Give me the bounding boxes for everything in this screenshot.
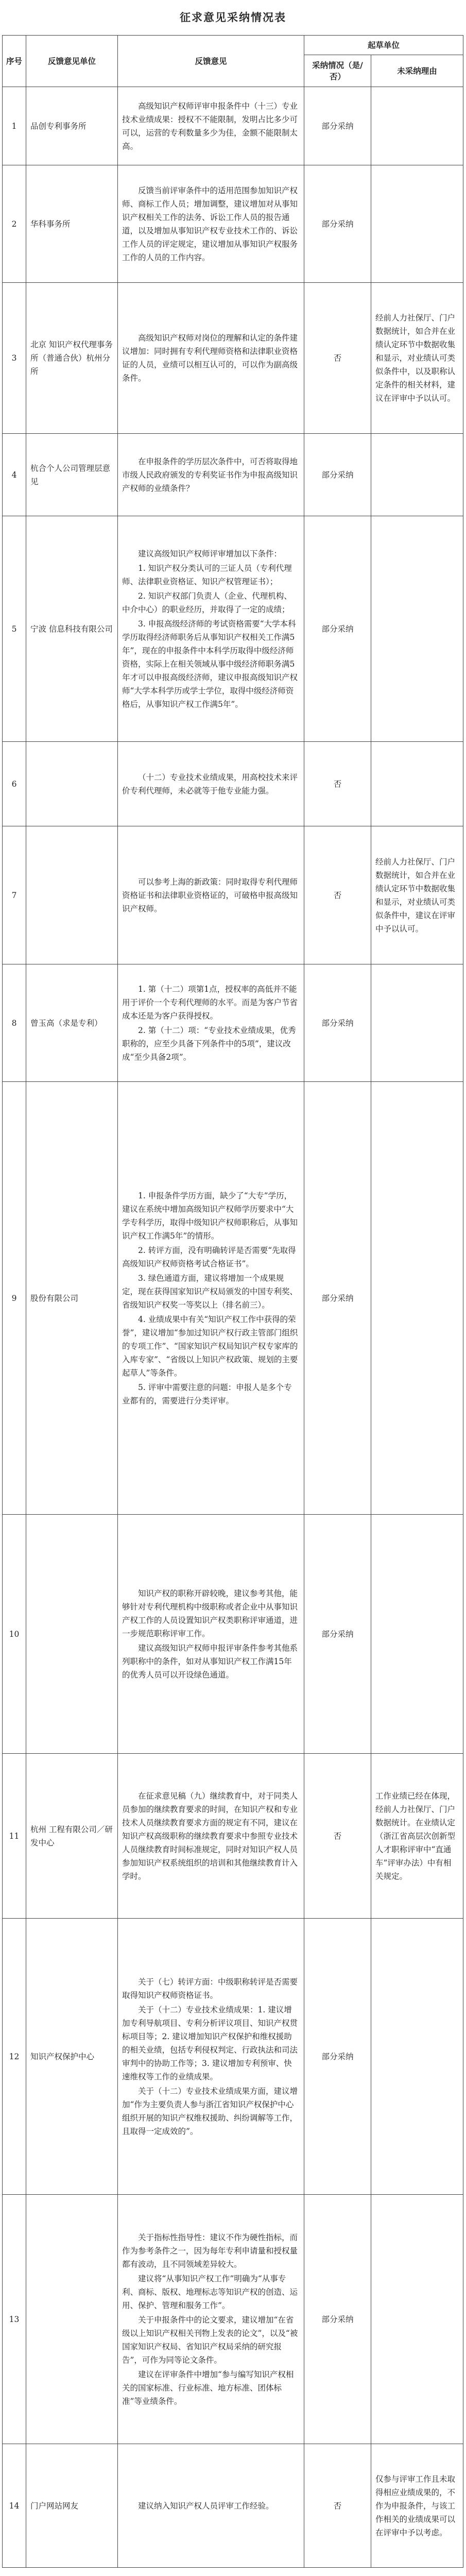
row-adopt-status: 部分采纳 — [304, 1082, 371, 1515]
row-submitter — [26, 742, 118, 826]
row-adopt-status: 部分采纳 — [304, 516, 371, 742]
row-adopt-status: 部分采纳 — [304, 2195, 371, 2444]
row-adopt-status: 否 — [304, 1754, 371, 1919]
opinion-paragraph: 建议纳入知识产权人员评审工作经验。 — [138, 2501, 274, 2511]
row-reject-reason: 仅参与评审工作且未取得相应业绩成果的，不作为申报条件，与该工作相关的业绩成果可以在评审中予以考虑。 — [371, 2444, 463, 2568]
row-reject-reason — [371, 2195, 463, 2444]
row-reject-reason: 经前人力社保厅、门户数据统计，如合并在业绩认定环节中数据收集和显示，对业绩认可类似条件中，建议在评审中予以认可。 — [371, 826, 463, 964]
opinion-paragraph: 3. 绿色通道方面，建议将增加一个成果规定，现在获得国家知识产权局颁发的中国专利奖、省级知识产权奖一等奖以上（排名前三）。 — [122, 1273, 298, 1310]
row-adopt-status: 否 — [304, 826, 371, 964]
row-seq: 2 — [3, 165, 26, 283]
header-unit-group: 起草单位 — [304, 36, 463, 55]
table-header — [3, 36, 463, 87]
opinion-paragraph: 高级知识产权师评审申报条件中（十三）专业技术业绩成果：授权不不能限制，发明占比多少可可以，运营的专利数量多少为佳，金额不能限制太高。 — [122, 101, 298, 151]
row-reject-reason — [371, 516, 463, 742]
document-title: 征求意见采纳情况表 — [180, 11, 286, 24]
table-row — [3, 1515, 463, 1754]
row-adopt-status: 部分采纳 — [304, 1515, 371, 1754]
opinion-paragraph: 4. 业绩成果中有关“知识产权工作中获得的荣誉”，建议增加“参加过知识产权行政主管部门组织的专项工作”、“国家知识产权局知识产权专家库的入库专家”、“省级以上知识产权政策、规划的主要起草人”等条件。 — [122, 1314, 298, 1378]
row-opinion — [118, 165, 304, 283]
row-reject-reason: 经前人力社保厅、门户数据统计，如合并在业绩认定环节中数据收集和显示，对业绩认可类似条件中，以及职称认定条件的相关材料，建议在评审中予以认可。 — [371, 283, 463, 434]
table-row — [3, 516, 463, 742]
opinion-paragraph: 反馈当前评审条件中的适用范围参加知识产权师、商标工作人员；增加调整，建议增加对从事知识产权相关工作的法务、诉讼工作人员的报告通道，以及增加从事知识产权专业技术工作的、诉讼工作人员的评定规定，建议增加从事知识产权服务工作的人员的工作内容。 — [122, 185, 298, 262]
row-adopt-status: 部分采纳 — [304, 87, 371, 165]
row-adopt-status: 部分采纳 — [304, 1919, 371, 2195]
opinion-paragraph: 1. 申报条件学历方面，缺少了“大专”学历，建议在系统中增加高级知识产权师学历要求中“大学专科学历，取得中级知识产权师职称后，从事知识产权工作满5年”的情形。 — [122, 1191, 298, 1241]
row-submitter: 宁波 信息科技有限公司 — [26, 516, 118, 742]
row-opinion — [118, 742, 304, 826]
row-seq: 5 — [3, 516, 26, 742]
row-reject-reason: 工作业绩已经在体现，经前人力社保厅、门户数据统计。在业绩认定（浙江省高层次创新型人才职称评审中“直通车”评审办法）中有相关规定。 — [371, 1754, 463, 1919]
row-opinion — [118, 2444, 304, 2568]
row-seq: 11 — [3, 1754, 26, 1919]
table-row — [3, 1919, 463, 2195]
row-reject-reason — [371, 1919, 463, 2195]
row-opinion — [118, 1515, 304, 1754]
opinion-paragraph: 1. 第（十二）项第1点，授权率的高低并不能用于评价一个专利代理师的水平。而是为客户节省成本还是为客户获得授权。 — [122, 984, 298, 1021]
table-row — [3, 2195, 463, 2444]
opinion-paragraph: 建议高级知识产权师申报评审条件参考其他系列职称中的条件，如对从事知识产权工作满15年的优秀人员可以开设绿色通道。 — [122, 1643, 298, 1680]
opinion-paragraph: 建议将“从事知识产权工作”明确为“从事专利、商标、版权、地理标志等知识产权的创造、运用、保护、管理和服务工作”。 — [122, 2274, 298, 2310]
row-seq: 6 — [3, 742, 26, 826]
feedback-table — [2, 35, 463, 2568]
row-opinion — [118, 2195, 304, 2444]
opinion-paragraph: 建议在评审条件中增加“参与编写知识产权相关的国家标准、行业标准、地方标准、团体标准”等业绩条件。 — [122, 2369, 294, 2406]
opinion-paragraph: 关于（十二）专业技术业绩成果：1. 建议增加专利导航项目、专利分析评议项目、知识产权贯标项目等；2. 建议增加知识产权保护和维权援助的相关业绩，包括专利侵权判定、行政执法和司法审判中的协助工作等；3. 建议增加专利预审、快速维权等工作的业绩成果。 — [122, 2005, 298, 2081]
row-reject-reason — [371, 1515, 463, 1754]
opinion-paragraph: 3. 申报高级经济师的考试资格需要“大学本科学历取得经济师职务后从事知识产权相关工作满5年”，现在的申报条件中本科学历取得中级经济师资格，实际上在相关领域从事中级经济师职务满5年才可以申报高级经济师，建议申报高级知识产权师“大学本科学历或学士学位，取得中级经济师资格后，从事知识产权工作满5年”。 — [122, 619, 298, 709]
row-reject-reason — [371, 434, 463, 516]
header-opinion: 反馈意见 — [118, 36, 304, 87]
row-submitter: 品创专利事务所 — [26, 87, 118, 165]
row-submitter: 杭州 工程有限公司／研发中心 — [26, 1754, 118, 1919]
row-submitter — [26, 826, 118, 964]
row-opinion — [118, 826, 304, 964]
opinion-paragraph: 2. 转评方面，没有明确转评是否需要“先取得高级知识产权师资格考试合格证书”。 — [122, 1245, 296, 1268]
row-submitter: 门户网站网友 — [26, 2444, 118, 2568]
row-reject-reason — [371, 165, 463, 283]
opinion-paragraph: 可以参考上海的新政策：同时取得专利代理师资格证书和法律职业资格证的，可破格申报高级知识产权师。 — [122, 877, 298, 913]
row-opinion — [118, 1919, 304, 2195]
opinion-paragraph: 在申报条件的学历层次条件中，可否将取得地市级人民政府颁发的专利奖证书作为申报高级知识产权师的业绩条件？ — [122, 456, 298, 493]
opinion-paragraph: 关于（十二）专业技术业绩成果方面，建议增加“作为主要负责人参与浙江省知识产权保护中心组织开展的知识产权维权援助、纠纷调解等工作，且取得一定成效的”。 — [122, 2086, 298, 2136]
table-row — [3, 283, 463, 434]
row-submitter: 知识产权保护中心 — [26, 1919, 118, 2195]
opinion-paragraph: 关于指标性指导性：建议不作为硬性指标，而作为参考条件之一，因为每年专利申请量和授权量都有波动，且不同领域差异较大。 — [122, 2232, 298, 2269]
row-reject-reason — [371, 87, 463, 165]
row-submitter — [26, 2195, 118, 2444]
opinion-paragraph: 关于（七）转评方面：中级职称转评是否需要取得知识产权师资格证书。 — [122, 1977, 298, 2000]
row-seq: 13 — [3, 2195, 26, 2444]
row-submitter — [26, 1515, 118, 1754]
opinion-paragraph: 建议高级知识产权师评审增加以下条件： — [138, 549, 282, 558]
row-submitter: 北京 知识产权代理事务所（普通合伙）杭州分所 — [26, 283, 118, 434]
row-opinion — [118, 516, 304, 742]
row-opinion — [118, 964, 304, 1082]
header-adopt: 采纳情况（是/否） — [304, 55, 371, 87]
table-body — [3, 87, 463, 2568]
row-seq: 7 — [3, 826, 26, 964]
row-opinion — [118, 283, 304, 434]
row-seq: 8 — [3, 964, 26, 1082]
row-adopt-status: 部分采纳 — [304, 964, 371, 1082]
row-seq: 9 — [3, 1082, 26, 1515]
table-row — [3, 2444, 463, 2568]
row-reject-reason — [371, 1082, 463, 1515]
row-submitter: 华科事务所 — [26, 165, 118, 283]
opinion-paragraph: 知识产权的职称开辟较晚，建议参考其他，能够针对专利代理机构中级职称或者企业中从事知识产权工作的人员设置知识产权类职称评审通道，进一步规范职称评审工作。 — [122, 1588, 298, 1638]
row-adopt-status: 否 — [304, 283, 371, 434]
row-opinion — [118, 87, 304, 165]
row-seq: 1 — [3, 87, 26, 165]
row-reject-reason — [371, 964, 463, 1082]
row-submitter: 杭合个人公司管理层意见 — [26, 434, 118, 516]
table-row — [3, 165, 463, 283]
row-submitter: 股份有限公司 — [26, 1082, 118, 1515]
opinion-paragraph: （十二）专业技术业绩成果，用高校技术来评价专利代理师，未必就等于他专业能力强。 — [122, 772, 298, 795]
header-seq: 序号 — [3, 36, 26, 87]
row-adopt-status: 部分采纳 — [304, 434, 371, 516]
row-submitter: 曾玉高（求是专利） — [26, 964, 118, 1082]
table-row — [3, 742, 463, 826]
opinion-paragraph: 关于申报条件中的论文要求，建议增加“在省级以上知识产权相关刊物上发表的论文”，以及“被国家知识产权局、省知识产权局采纳的研究报告”，可作为同等论文条件。 — [122, 2315, 298, 2365]
opinion-paragraph: 高级知识产权师对岗位的理解和认定的条件建议增加：同时拥有专利代理师资格和法律职业资格证的人员，业绩可以相互认可的，可以作为副高级条件。 — [122, 333, 298, 383]
row-opinion — [118, 434, 304, 516]
row-adopt-status: 否 — [304, 2444, 371, 2568]
table-row — [3, 826, 463, 964]
row-seq: 3 — [3, 283, 26, 434]
opinion-paragraph: 在征求意见稿（九）继续教育中，对于同类人员参加的继续教育要求的时间，在知识产权和专业技术人员继续教育要求方面的规定有不同，建议在知识产权高级职称的继续教育要求中参照专业技术人员继续教育时间标准规定，同时对知识产权人员参加知识产权系统组织的培训和其他继续教育计入学时。 — [122, 1791, 298, 1881]
opinion-paragraph: 2. 第（十二）项：“专业技术业绩成果，优秀职称的，应至少具备下列条件中的5项”，建议改成“至少具备2项”。 — [122, 1025, 296, 1062]
row-opinion — [118, 1082, 304, 1515]
table-row — [3, 964, 463, 1082]
row-adopt-status: 否 — [304, 742, 371, 826]
header-submitter: 反馈意见单位 — [26, 36, 118, 87]
opinion-paragraph: 5. 评审中需要注意的问题：申报人是多个专业都有的，需要进行分类评审。 — [122, 1382, 292, 1405]
header-reason: 未采纳理由 — [371, 55, 463, 87]
row-seq: 14 — [3, 2444, 26, 2568]
table-row — [3, 434, 463, 516]
opinion-paragraph: 2. 知识产权部门负责人（企业、代理机构、中介中心）的职业经历，并取得了一定的成绩； — [122, 591, 292, 614]
row-seq: 10 — [3, 1515, 26, 1754]
table-row — [3, 1082, 463, 1515]
opinion-paragraph: 1. 知识产权分类认可的三证人员（专利代理师、法律职业资格证、知识产权管理证书）； — [122, 563, 292, 586]
table-row — [3, 1754, 463, 1919]
row-seq: 12 — [3, 1919, 26, 2195]
row-seq: 4 — [3, 434, 26, 516]
row-reject-reason — [371, 742, 463, 826]
row-opinion — [118, 1754, 304, 1919]
table-row — [3, 87, 463, 165]
row-adopt-status: 部分采纳 — [304, 165, 371, 283]
